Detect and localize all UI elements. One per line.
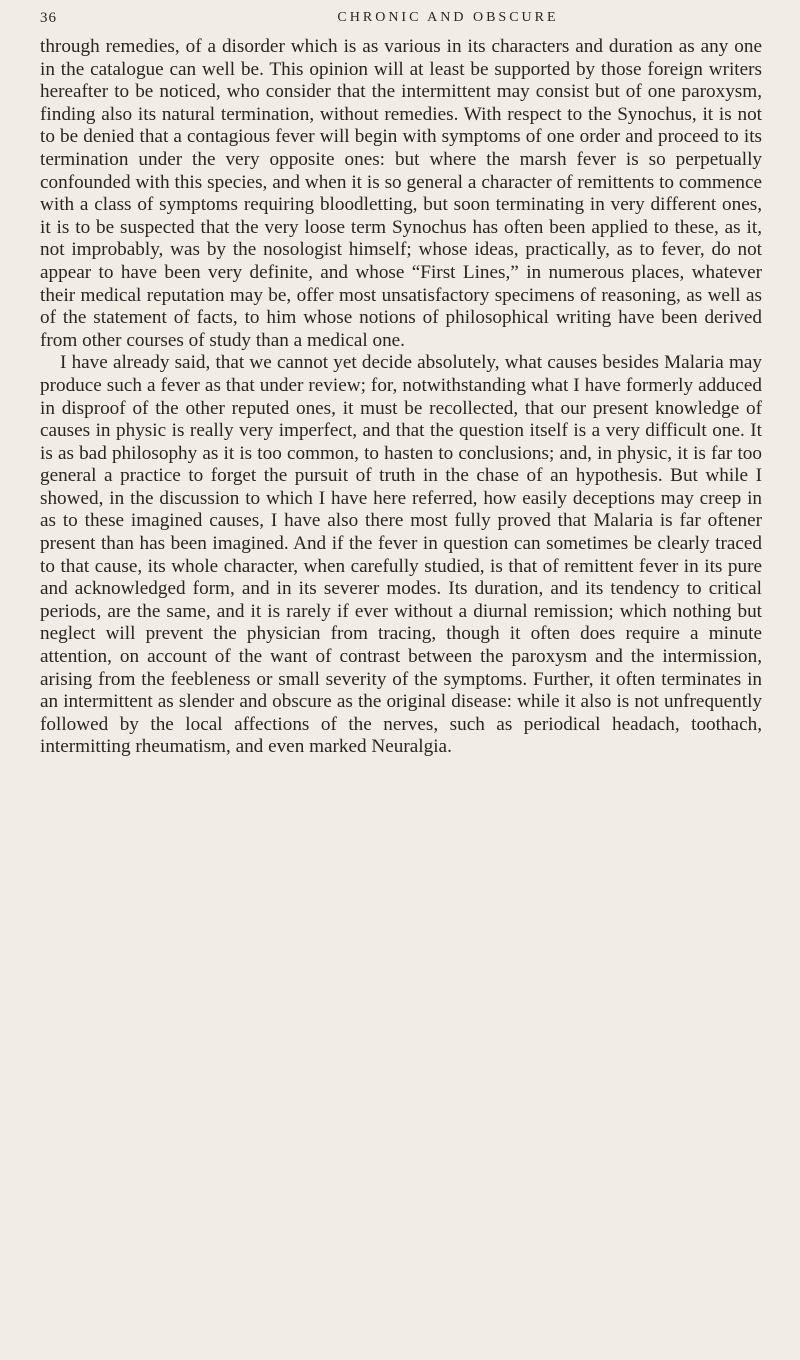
paragraph: through remedies, of a disorder which is as various in its characters and duration as any one in the catalogue can well be. This opinion will at least be supported by those foreign writers hereafter to be noticed, who consider that the intermittent may consist but of one paroxysm, finding also its natural termination, without remedies. With respect to the Synochus, it is not to be denied that a contagious fever will begin with symptoms of one order and proceed to its termination under the very opposite ones: but where the marsh fever is so perpetually confounded with this species, and when it is so general a character of remittents to commence with a class of symptoms requiring bloodletting, but soon terminating in very different ones, it is to be suspected that the very loose term Synochus has often been applied to these, as it, not improbably, was by the nosologist himself; whose ideas, practically, as to fever, do not appear to have been very definite, and whose “First Lines,” in numerous places, whatever their medical reputation may be, offer most unsatisfactory specimens of reasoning, as well as of the statement of facts, to him whose notions of philosophical writing have been derived from other courses of study than a medical one. <box>40 36 762 351</box>
page-header <box>36 4 760 36</box>
body-text <box>40 36 762 759</box>
running-head: CHRONIC AND OBSCURE <box>337 10 559 25</box>
page-number: 36 <box>40 10 57 26</box>
paragraph: I have already said, that we cannot yet decide absolutely, what causes besides Malaria may produce such a fever as that under review; for, notwithstanding what I have formerly adduced in disproof of the other reputed ones, it must be recollected, that our present knowledge of causes in physic is really very imperfect, and that the question itself is a very difficult one. It is as bad philosophy as it is too common, to hasten to conclusions; and, in physic, it is far too general a practice to forget the pursuit of truth in the chase of an hypothesis. But while I showed, in the discussion to which I have here referred, how easily deceptions may creep in as to these imagined causes, I have also there most fully proved that Malaria is far oftener present than has been imagined. And if the fever in question can sometimes be clearly traced to that cause, its whole character, when carefully studied, is that of remittent fever in its pure and acknowledged form, and in its severer modes. Its duration, and its tendency to critical periods, are the same, and it is rarely if ever without a diurnal remission; which nothing but neglect will prevent the physician from tracing, though it often does require a minute attention, on account of the want of contrast between the paroxysm and the intermission, arising from the feebleness or small severity of the symptoms. Further, it often terminates in an intermittent as slender and obscure as the original disease: while it also is not unfrequently followed by the local affections of the nerves, such as periodical headach, toothach, intermitting rheumatism, and even marked Neuralgia. <box>40 352 762 758</box>
